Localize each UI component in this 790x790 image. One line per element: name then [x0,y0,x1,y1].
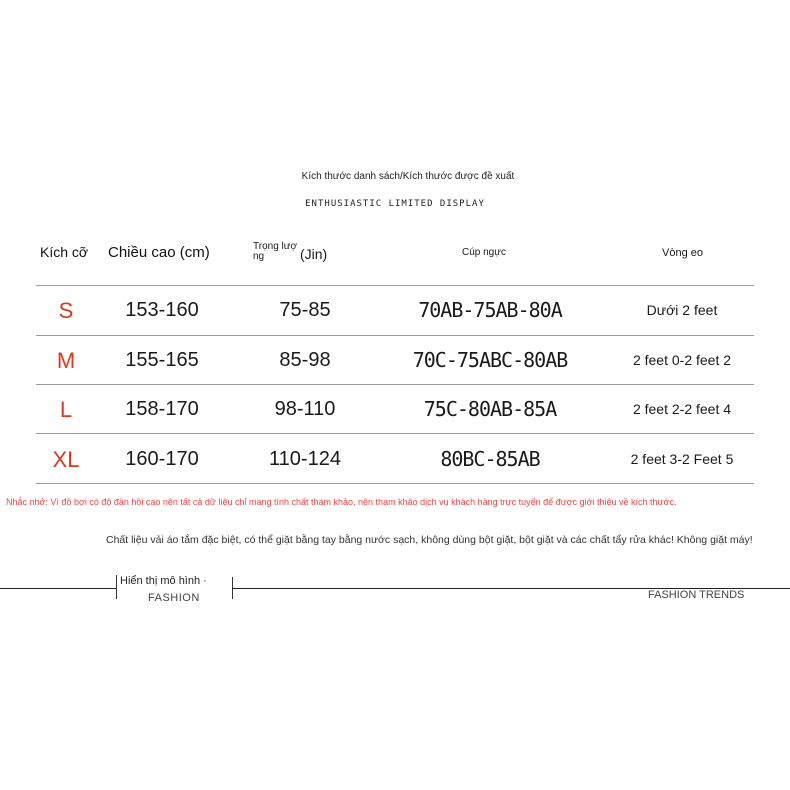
column-header-weight-unit: (Jin) [300,246,328,262]
size-cell: M [56,348,76,373]
weight-cell: 85-98 [279,349,331,371]
waist-cell: 2 feet 0-2 feet 2 [632,352,732,368]
height-cell: 160-170 [125,448,199,470]
fashion-label: FASHION [148,592,200,604]
height-cell: 158-170 [125,398,199,420]
weight-cell: 75-85 [279,299,331,321]
model-display-label: Hiển thị mô hình · [120,575,207,587]
table-row [0,286,790,335]
column-header-size: Kích cỡ [40,244,89,260]
column-header-cup: Cúp ngực [462,247,506,258]
height-cell: 155-165 [125,349,199,371]
column-header-waist: Vòng eo [662,247,703,259]
weight-cell: 98-110 [274,398,336,420]
fashion-trends-label: FASHION TRENDS [648,589,745,601]
cup-cell: 80BC-85AB [440,447,540,471]
waist-cell: 2 feet 2-2 feet 4 [632,401,732,417]
footer-line-left [0,588,117,589]
waist-cell: 2 feet 3-2 Feet 5 [630,451,734,467]
column-header-weight: Trọng lượ ng [253,241,298,262]
height-cell: 153-160 [125,299,199,321]
size-cell: S [58,298,74,323]
care-instructions: Chất liệu vải áo tắm đặc biệt, có thể giặt bằng tay bằng nước sạch, không dùng bột giặt, bột giặt và các chất tẩy rửa khác! Không giặt máy! [106,534,753,546]
cup-cell: 70AB-75AB-80A [418,298,562,322]
table-divider [36,483,754,484]
cup-cell: 75C-80AB-85A [423,397,557,421]
cup-cell: 70C-75ABC-80AB [412,348,568,372]
page-subtitle: ENTHUSIASTIC LIMITED DISPLAY [305,199,485,209]
size-cell: L [59,397,73,422]
footer-bracket-left [116,575,117,599]
table-row [0,435,790,484]
size-cell: XL [52,447,80,472]
waist-cell: Dưới 2 feet [646,302,718,318]
table-row [0,385,790,434]
reminder-note: Nhắc nhở: Vì đồ bơi có độ đàn hồi cao nên tất cả dữ liệu chỉ mang tính chất tham khảo, nên tham khảo dịch vụ khách hàng trực tuyến để được giới thiệu về kích thước. [6,497,677,507]
column-header-height: Chiều cao (cm) [108,244,210,261]
weight-cell: 110-124 [269,448,341,470]
table-divider [36,433,754,434]
page-title: Kích thước danh sách/Kích thước được đề xuất [301,171,515,182]
table-row [0,336,790,385]
